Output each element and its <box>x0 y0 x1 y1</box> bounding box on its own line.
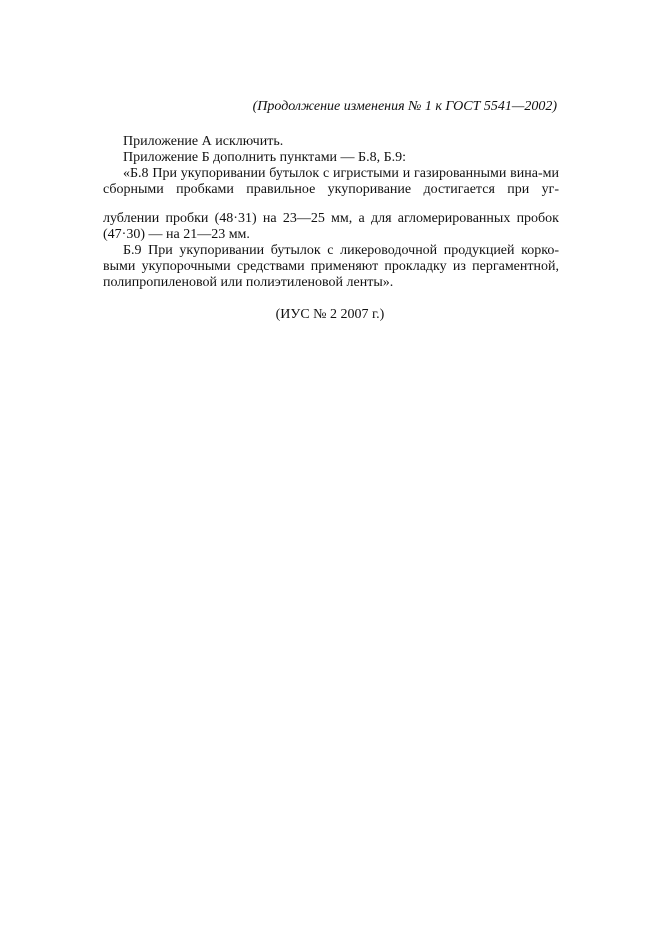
paragraph-b8-part-1: «Б.8 При укупоривании бутылок с игристыми и газированными вина-ми сборными пробками правильное укупоривание достигается при уг- <box>103 166 559 197</box>
paragraph-b9: Б.9 При укупоривании бутылок с ликероводочной продукцией корко-выми укупорочными средствами применяют прокладку из пергаментной, полипропиленовой или полиэтиленовой ленты». <box>103 243 559 290</box>
appendix-a-instruction: Приложение А исключить. <box>123 134 284 149</box>
appendix-b-instruction: Приложение Б дополнить пунктами — Б.8, Б.9: <box>123 150 407 165</box>
paragraph-b8-part-2: лублении пробки (48·31) на 23—25 мм, а для агломерированных пробок (47·30) — на 21—23 мм. <box>103 211 559 242</box>
source-reference: (ИУС № 2 2007 г.) <box>275 307 385 322</box>
continuation-header: (Продолжение изменения № 1 к ГОСТ 5541—2002) <box>252 99 557 114</box>
